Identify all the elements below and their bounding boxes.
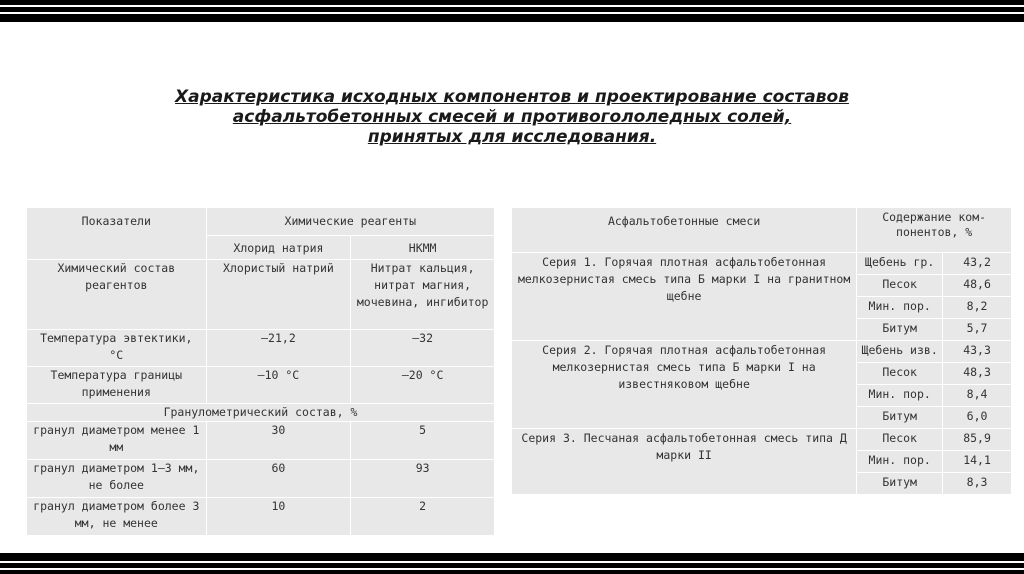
- component-percent: 48,3: [943, 363, 1012, 385]
- component-name: Мин. пор.: [857, 451, 943, 473]
- table-row: [27, 330, 495, 367]
- component-percent: 43,2: [943, 253, 1012, 275]
- component-name: Мин. пор.: [857, 297, 943, 319]
- top-stripe: [0, 12, 1024, 14]
- mix-series-description: Серия 2. Горячая плотная асфальтобетонная мелкозернистая смесь типа Б марки I на известняковом щебне: [512, 341, 857, 429]
- title-line-2: асфальтобетонных смесей и противогололедных солей,: [232, 107, 792, 127]
- header-nkmm: НКММ: [351, 236, 495, 260]
- component-name: Песок: [857, 363, 943, 385]
- sodium-chloride-value: 60: [206, 460, 351, 498]
- header-asphalt-mixes: Асфальтобетонные смеси: [512, 208, 857, 253]
- component-name: Битум: [857, 473, 943, 495]
- sodium-chloride-value: Хлористый натрий: [206, 260, 351, 330]
- component-percent: 43,3: [943, 341, 1012, 363]
- component-percent: 5,7: [943, 319, 1012, 341]
- component-percent: 8,4: [943, 385, 1012, 407]
- table-row: [27, 404, 495, 422]
- nkmm-value: 2: [351, 498, 495, 536]
- mix-series-description: Серия 3. Песчаная асфальтобетонная смесь типа Д марки II: [512, 429, 857, 495]
- component-name: Щебень гр.: [857, 253, 943, 275]
- table-row: [27, 367, 495, 404]
- component-name: Мин. пор.: [857, 385, 943, 407]
- slide-title: [0, 87, 1024, 147]
- component-percent: 48,6: [943, 275, 1012, 297]
- bottom-border: [0, 553, 1024, 574]
- component-percent: 14,1: [943, 451, 1012, 473]
- title-line-1: Характеристика исходных компонентов и проектирование составов: [175, 87, 849, 107]
- bottom-stripe: [0, 561, 1024, 563]
- nkmm-value: Нитрат кальция, нитрат магния, мочевина, ингибитор: [351, 260, 495, 330]
- granulometry-header: Гранулометрический состав, %: [27, 404, 495, 422]
- grain-size-label: гранул диаметром более 3 мм, не менее: [27, 498, 207, 536]
- grain-size-label: гранул диаметром менее 1 мм: [27, 422, 207, 460]
- component-percent: 6,0: [943, 407, 1012, 429]
- table-row: [512, 341, 1012, 363]
- header-indicators: Показатели: [27, 208, 207, 260]
- component-name: Песок: [857, 429, 943, 451]
- asphalt-mixes-table: [511, 207, 1012, 495]
- header-chemical-reagents: Химические реагенты: [206, 208, 494, 236]
- row-label: Температура границы применения: [27, 367, 207, 404]
- component-name: Песок: [857, 275, 943, 297]
- bottom-stripe: [0, 568, 1024, 570]
- nkmm-value: 5: [351, 422, 495, 460]
- row-label: Температура эвтектики, °С: [27, 330, 207, 367]
- header-sodium-chloride: Хлорид натрия: [206, 236, 351, 260]
- top-border: [0, 0, 1024, 22]
- sodium-chloride-value: –10 °С: [206, 367, 351, 404]
- component-percent: 85,9: [943, 429, 1012, 451]
- component-percent: 8,3: [943, 473, 1012, 495]
- sodium-chloride-value: –21,2: [206, 330, 351, 367]
- table-row: [27, 498, 495, 536]
- component-name: Битум: [857, 407, 943, 429]
- mix-series-description: Серия 1. Горячая плотная асфальтобетонная мелкозернистая смесь типа Б марки I на гранитном щебне: [512, 253, 857, 341]
- table-row: [512, 253, 1012, 275]
- table-row: [512, 429, 1012, 451]
- component-percent: 8,2: [943, 297, 1012, 319]
- title-line-3: принятых для исследования.: [367, 127, 657, 147]
- row-label: Химический состав реагентов: [27, 260, 207, 330]
- component-name: Битум: [857, 319, 943, 341]
- grain-size-label: гранул диаметром 1–3 мм, не более: [27, 460, 207, 498]
- header-component-content: Содержание ком-понентов, %: [857, 208, 1012, 253]
- top-stripe: [0, 5, 1024, 7]
- nkmm-value: –32: [351, 330, 495, 367]
- table-row: [27, 460, 495, 498]
- nkmm-value: –20 °С: [351, 367, 495, 404]
- table-row: [27, 260, 495, 330]
- nkmm-value: 93: [351, 460, 495, 498]
- reagents-table: [26, 207, 495, 536]
- component-name: Щебень изв.: [857, 341, 943, 363]
- sodium-chloride-value: 10: [206, 498, 351, 536]
- sodium-chloride-value: 30: [206, 422, 351, 460]
- table-row: [27, 422, 495, 460]
